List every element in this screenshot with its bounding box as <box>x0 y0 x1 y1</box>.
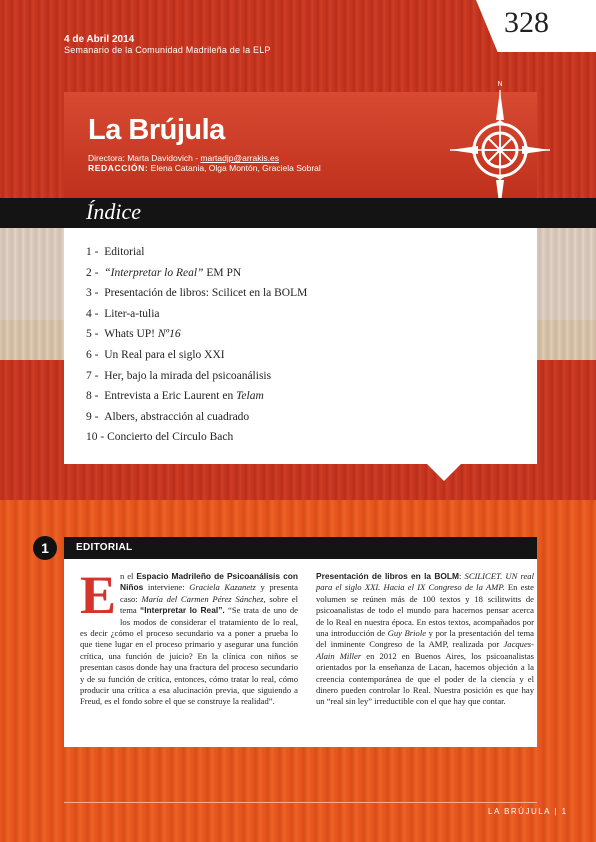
text-run: en 2012 en Buenos Aires, los psicoanalistas orientados por la enseñanza de Lacan, hacemos objeción a la creencia contemporánea de que el poder de la ciencia y el dinero pueden controlar lo Real. Nuestra posición es que hay un “real sin ley” irreductible con el que hay que contar. <box>316 650 535 707</box>
index-item-text: Albers, abstracción al cuadrado <box>104 410 250 423</box>
index-item-number: 10 - <box>86 431 105 444</box>
index-item[interactable] <box>86 263 307 284</box>
italic-run: María del Carmen Pérez Sánchez, <box>141 593 266 604</box>
index-item-text: Un Real para el siglo XXI <box>104 348 225 361</box>
issue-number: 328 <box>504 6 549 39</box>
index-item-number: 5 - <box>86 328 99 341</box>
index-item-italic: Telam <box>236 390 264 403</box>
index-title: Índice <box>86 199 141 224</box>
issue-date: 4 de Abril 2014 <box>64 34 135 45</box>
italic-run: Jacques-Alain Miller <box>316 639 534 661</box>
index-item[interactable] <box>86 283 307 304</box>
text-run: “Se trata de uno de los modos de considerar el tratamiento de lo real, es decir ¿cómo el proceso secundario va a poner a prueba lo que tiene lugar en el proceso primario y asegurar una función crítica, una función de juicio? En la clínica con niños se presentan casos donde hay una fractura del proceso secundario y de su función de crítica, entonces, cómo tratar lo real, cómo producir una crítica a esa alucinación previa, que siguiendo a Freud, es el fondo sobre el que se construye la realidad”. <box>80 605 298 707</box>
footer-divider <box>64 802 537 803</box>
text-run: y por la presentación del tema del inminente Congreso de la AMP, realizada por <box>316 628 534 650</box>
index-item-text: Her, bajo la mirada del psicoanálisis <box>104 369 272 382</box>
index-item[interactable] <box>86 366 307 387</box>
index-item-number: 4 - <box>86 307 99 320</box>
index-item-italic: “Interpretar lo Real” <box>104 266 204 279</box>
compass-north-label: N <box>497 81 503 88</box>
index-item-text: EM PN <box>203 266 242 279</box>
redaccion-line <box>88 163 321 173</box>
index-item-number: 7 - <box>86 369 99 382</box>
index-item-text: Entrevista a Eric Laurent en <box>104 390 237 403</box>
text-run: n el <box>120 571 137 581</box>
text-run: sobre el tema <box>120 593 299 616</box>
index-item-text: Concierto del Circulo Bach <box>107 431 234 444</box>
director-label: Directora: Marta Davidovich - <box>88 153 201 163</box>
index-item[interactable] <box>86 386 307 407</box>
bold-run: “Interpretar lo Real”. <box>140 605 225 616</box>
italic-run: Graciela Kazanetz <box>189 582 256 593</box>
index-item[interactable] <box>86 407 307 428</box>
index-item-text: Presentación de libros: Scilicet en la BOLM <box>104 287 308 300</box>
index-item-number: 3 - <box>86 287 99 300</box>
index-item-number: 1 - <box>86 246 99 258</box>
editorial-column-left <box>80 565 299 708</box>
index-item-text: Whats UP! <box>104 328 158 341</box>
footer-page-label: LA BRÚJULA | 1 <box>488 807 568 816</box>
redaccion-names: Elena Catania, Olga Montón, Graciela Sobral <box>148 163 321 173</box>
section-label: EDITORIAL <box>76 542 133 553</box>
italic-run: SCILICET. UN real para el siglo XXI. Hacia el IX Congreso de la AMP. <box>316 571 534 593</box>
bold-run: Espacio Madrileño de Psicoanálisis con Niños <box>120 571 298 593</box>
text-run: En este volumen se reúnen más de 100 textos y 18 scilitwitts de psicoanalistas de todo el mundo para hacernos pensar acerca de lo Real en nuestra época. En estos textos, acompañados por una introducción de <box>316 582 534 639</box>
index-list <box>86 242 307 448</box>
index-item[interactable] <box>86 427 307 448</box>
director-email-link[interactable]: martadjp@arrakis.es <box>200 153 279 163</box>
index-item[interactable] <box>86 304 307 325</box>
index-item-text: Liter-a-tulia <box>104 307 160 320</box>
text-run: interviene: <box>143 582 190 593</box>
index-item[interactable] <box>86 345 307 366</box>
section-number-badge: 1 <box>33 536 57 560</box>
director-line <box>88 153 279 163</box>
text-run: y presenta caso: <box>120 582 298 604</box>
drop-cap: E <box>80 565 117 625</box>
index-item-text: Editorial <box>104 246 145 258</box>
text-run: : <box>459 571 465 581</box>
editorial-column-right <box>316 571 534 708</box>
italic-run: Guy Briole <box>387 628 427 639</box>
index-panel-notch <box>426 463 462 481</box>
redaccion-label: REDACCIÓN: <box>88 163 149 173</box>
index-item-number: 2 - <box>86 266 99 279</box>
index-item-number: 9 - <box>86 410 99 423</box>
section-header-bar <box>64 537 537 559</box>
index-item[interactable] <box>86 242 307 263</box>
index-item-number: 8 - <box>86 390 99 403</box>
index-item-number: 6 - <box>86 348 99 361</box>
publication-title: La Brújula <box>88 114 225 146</box>
publication-subtitle: Semanario de la Comunidad Madrileña de la ELP <box>64 45 271 55</box>
index-item[interactable] <box>86 324 307 345</box>
bold-run: Presentación de libros en la BOLM <box>316 571 460 581</box>
index-item-italic: Nº16 <box>157 328 181 341</box>
